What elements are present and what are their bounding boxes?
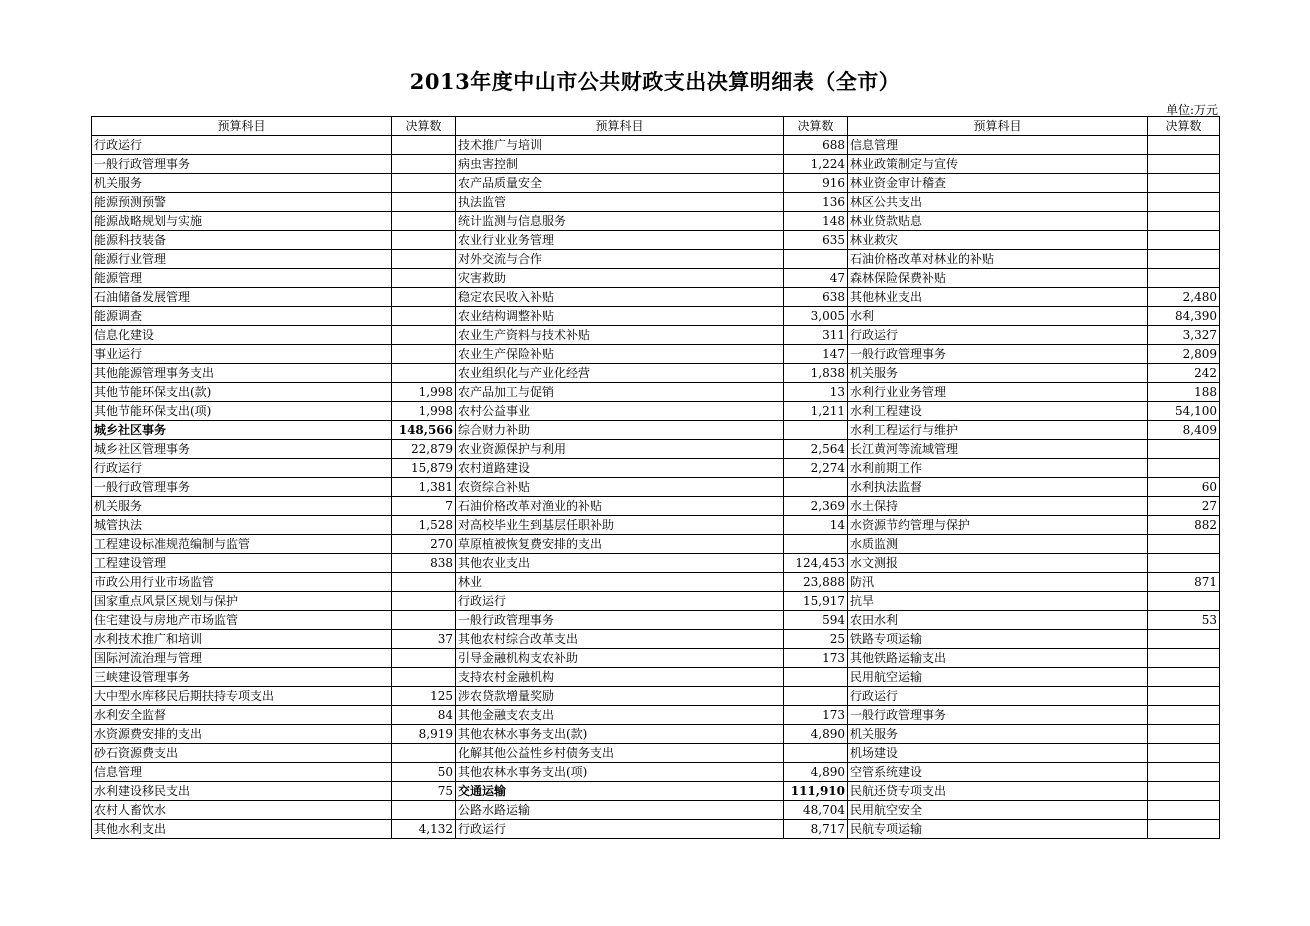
table-row [92,288,1220,307]
budget-item-name: 民用航空安全 [848,801,1148,820]
budget-item-amount [1148,630,1220,649]
budget-item-name: 工程建设标准规范编制与监管 [92,535,392,554]
budget-item-amount [1148,801,1220,820]
budget-item-name: 信息管理 [92,763,392,782]
table-row [92,193,1220,212]
budget-item-amount [392,193,456,212]
budget-item-name: 引导金融机构支农补助 [456,649,784,668]
budget-item-amount: 1,224 [784,155,848,174]
budget-item-amount: 871 [1148,573,1220,592]
budget-item-name: 能源预测预警 [92,193,392,212]
budget-item-name: 行政运行 [456,592,784,611]
budget-item-amount [1148,706,1220,725]
budget-item-amount: 84 [392,706,456,725]
budget-item-amount: 8,919 [392,725,456,744]
budget-item-amount: 60 [1148,478,1220,497]
budget-item-amount [392,288,456,307]
budget-item-amount: 136 [784,193,848,212]
budget-item-name: 公路水路运输 [456,801,784,820]
budget-item-name: 林业救灾 [848,231,1148,250]
budget-item-name: 水利 [848,307,1148,326]
budget-item-amount: 125 [392,687,456,706]
budget-item-name: 住宅建设与房地产市场监管 [92,611,392,630]
budget-item-name: 农村公益事业 [456,402,784,421]
table-row [92,155,1220,174]
budget-item-name: 水利行业业务管理 [848,383,1148,402]
budget-item-name: 涉农贷款增量奖励 [456,687,784,706]
budget-item-name: 抗旱 [848,592,1148,611]
budget-item-name: 水利建设移民支出 [92,782,392,801]
budget-item-amount [1148,174,1220,193]
budget-item-name: 行政运行 [92,136,392,155]
budget-item-amount: 882 [1148,516,1220,535]
table-row [92,345,1220,364]
budget-item-amount [1148,744,1220,763]
budget-item-name: 国际河流治理与管理 [92,649,392,668]
budget-item-amount [1148,687,1220,706]
budget-item-name: 水利执法监督 [848,478,1148,497]
budget-item-amount: 48,704 [784,801,848,820]
budget-item-name: 信息化建设 [92,326,392,345]
table-row [92,820,1220,839]
budget-item-amount [392,364,456,383]
budget-item-amount: 53 [1148,611,1220,630]
budget-item-name: 灾害救助 [456,269,784,288]
budget-item-amount: 147 [784,345,848,364]
table-row [92,535,1220,554]
budget-item-name: 其他金融支农支出 [456,706,784,725]
budget-item-amount: 3,005 [784,307,848,326]
budget-item-name: 大中型水库移民后期扶持专项支出 [92,687,392,706]
budget-item-amount [392,668,456,687]
budget-item-name: 其他节能环保支出(项) [92,402,392,421]
budget-item-name: 能源科技装备 [92,231,392,250]
budget-item-amount [392,174,456,193]
budget-item-amount [1148,592,1220,611]
budget-item-name: 民用航空运输 [848,668,1148,687]
budget-item-amount: 1,998 [392,383,456,402]
budget-item-name: 民航专项运输 [848,820,1148,839]
budget-item-amount: 148 [784,212,848,231]
budget-item-name: 其他农村综合改革支出 [456,630,784,649]
budget-item-name: 农村道路建设 [456,459,784,478]
budget-item-name: 水利工程建设 [848,402,1148,421]
table-row [92,649,1220,668]
budget-item-name: 一般行政管理事务 [92,155,392,174]
budget-item-amount [392,345,456,364]
budget-item-name: 林业 [456,573,784,592]
budget-item-name: 农业资源保护与利用 [456,440,784,459]
budget-item-amount: 54,100 [1148,402,1220,421]
budget-item-amount: 22,879 [392,440,456,459]
budget-item-name: 执法监管 [456,193,784,212]
budget-item-amount: 8,409 [1148,421,1220,440]
budget-item-name: 农业生产资料与技术补贴 [456,326,784,345]
budget-item-amount [392,250,456,269]
table-header-row [92,117,1220,136]
budget-item-amount: 635 [784,231,848,250]
budget-item-name: 水利工程运行与维护 [848,421,1148,440]
budget-item-name: 农产品加工与促销 [456,383,784,402]
budget-item-name: 城乡社区事务 [92,421,392,440]
table-row [92,136,1220,155]
budget-item-amount: 1,381 [392,478,456,497]
budget-item-name: 砂石资源费支出 [92,744,392,763]
budget-item-name: 一般行政管理事务 [848,345,1148,364]
table-row [92,250,1220,269]
budget-item-amount: 47 [784,269,848,288]
table-row [92,744,1220,763]
budget-item-amount [1148,459,1220,478]
budget-item-name: 事业运行 [92,345,392,364]
budget-item-amount: 27 [1148,497,1220,516]
budget-item-amount: 688 [784,136,848,155]
budget-item-name: 能源调查 [92,307,392,326]
budget-table [91,116,1220,839]
budget-item-name: 稳定农民收入补贴 [456,288,784,307]
table-row [92,212,1220,231]
table-row [92,706,1220,725]
table-row [92,421,1220,440]
budget-item-name: 石油价格改革对林业的补贴 [848,250,1148,269]
budget-item-amount [392,155,456,174]
budget-item-amount: 638 [784,288,848,307]
budget-item-name: 一般行政管理事务 [92,478,392,497]
budget-item-name: 民航还贷专项支出 [848,782,1148,801]
budget-item-amount: 1,528 [392,516,456,535]
table-row [92,307,1220,326]
budget-item-amount: 1,211 [784,402,848,421]
budget-item-name: 信息管理 [848,136,1148,155]
budget-item-name: 铁路专项运输 [848,630,1148,649]
table-row [92,478,1220,497]
budget-item-name: 城乡社区管理事务 [92,440,392,459]
budget-item-name: 农业行业业务管理 [456,231,784,250]
header-amount-2: 决算数 [784,117,848,136]
budget-item-name: 行政运行 [848,326,1148,345]
budget-item-amount: 1,998 [392,402,456,421]
budget-item-amount: 75 [392,782,456,801]
budget-item-name: 支持农村金融机构 [456,668,784,687]
budget-item-amount: 124,453 [784,554,848,573]
budget-item-amount [392,212,456,231]
budget-item-name: 水质监测 [848,535,1148,554]
table-row [92,383,1220,402]
budget-item-amount [1148,820,1220,839]
budget-item-amount [392,307,456,326]
budget-item-name: 水资源费安排的支出 [92,725,392,744]
budget-item-amount [392,592,456,611]
budget-item-name: 草原植被恢复费安排的支出 [456,535,784,554]
budget-item-amount [1148,212,1220,231]
budget-item-name: 农田水利 [848,611,1148,630]
table-row [92,611,1220,630]
budget-item-name: 水利技术推广和培训 [92,630,392,649]
budget-item-amount [1148,269,1220,288]
budget-item-name: 水文测报 [848,554,1148,573]
header-amount-1: 决算数 [392,117,456,136]
table-body [92,136,1220,839]
table-row [92,174,1220,193]
budget-item-name: 水资源节约管理与保护 [848,516,1148,535]
budget-item-amount: 242 [1148,364,1220,383]
budget-item-name: 水利安全监督 [92,706,392,725]
budget-item-amount: 594 [784,611,848,630]
budget-item-amount [392,649,456,668]
budget-item-amount: 14 [784,516,848,535]
budget-item-name: 机关服务 [92,174,392,193]
budget-item-amount: 838 [392,554,456,573]
budget-item-name: 一般行政管理事务 [848,706,1148,725]
table-row [92,269,1220,288]
header-amount-3: 决算数 [1148,117,1220,136]
budget-item-name: 对外交流与合作 [456,250,784,269]
table-row [92,592,1220,611]
table-row [92,687,1220,706]
budget-item-amount: 23,888 [784,573,848,592]
budget-item-amount [1148,782,1220,801]
budget-item-amount [1148,193,1220,212]
budget-item-amount: 148,566 [392,421,456,440]
budget-item-amount [784,478,848,497]
table-row [92,497,1220,516]
budget-item-name: 化解其他公益性乡村债务支出 [456,744,784,763]
budget-item-amount [392,136,456,155]
budget-item-amount [1148,554,1220,573]
budget-item-name: 其他农业支出 [456,554,784,573]
budget-item-amount: 4,132 [392,820,456,839]
budget-item-amount [392,801,456,820]
budget-item-amount [392,231,456,250]
budget-item-name: 水利前期工作 [848,459,1148,478]
budget-item-amount: 25 [784,630,848,649]
budget-item-amount [1148,136,1220,155]
budget-item-name: 机关服务 [848,725,1148,744]
budget-item-name: 农业生产保险补贴 [456,345,784,364]
budget-item-amount: 111,910 [784,782,848,801]
budget-item-amount [784,668,848,687]
budget-item-name: 石油储备发展管理 [92,288,392,307]
budget-item-amount [1148,231,1220,250]
budget-item-name: 农业结构调整补贴 [456,307,784,326]
budget-item-name: 林业政策制定与宣传 [848,155,1148,174]
budget-item-name: 农产品质量安全 [456,174,784,193]
table-row [92,725,1220,744]
budget-item-amount [1148,668,1220,687]
table-row [92,554,1220,573]
header-item-1: 预算科目 [92,117,392,136]
budget-item-name: 病虫害控制 [456,155,784,174]
budget-item-name: 空管系统建设 [848,763,1148,782]
budget-item-name: 交通运输 [456,782,784,801]
table-row [92,630,1220,649]
budget-item-name: 对高校毕业生到基层任职补助 [456,516,784,535]
budget-item-amount: 311 [784,326,848,345]
budget-item-name: 市政公用行业市场监管 [92,573,392,592]
table-row [92,668,1220,687]
budget-item-amount: 3,327 [1148,326,1220,345]
budget-item-amount: 173 [784,649,848,668]
table-row [92,402,1220,421]
table-row [92,326,1220,345]
budget-item-amount [392,611,456,630]
budget-item-name: 技术推广与培训 [456,136,784,155]
budget-item-name: 林业贷款贴息 [848,212,1148,231]
budget-item-name: 林区公共支出 [848,193,1148,212]
header-item-2: 预算科目 [456,117,784,136]
budget-item-amount: 1,838 [784,364,848,383]
budget-item-amount [784,535,848,554]
budget-item-name: 城管执法 [92,516,392,535]
budget-item-amount: 2,369 [784,497,848,516]
table-row [92,763,1220,782]
table-row [92,364,1220,383]
budget-item-name: 一般行政管理事务 [456,611,784,630]
budget-item-amount: 2,480 [1148,288,1220,307]
budget-item-amount [1148,649,1220,668]
budget-item-amount: 13 [784,383,848,402]
budget-item-name: 其他水利支出 [92,820,392,839]
budget-item-amount [1148,725,1220,744]
budget-item-name: 机场建设 [848,744,1148,763]
budget-item-name: 其他农林水事务支出(项) [456,763,784,782]
budget-item-name: 农业组织化与产业化经营 [456,364,784,383]
budget-item-name: 行政运行 [456,820,784,839]
budget-item-amount [784,744,848,763]
table-row [92,459,1220,478]
budget-item-amount [1148,250,1220,269]
budget-item-name: 石油价格改革对渔业的补贴 [456,497,784,516]
budget-item-amount: 173 [784,706,848,725]
budget-item-amount [784,250,848,269]
budget-item-amount: 2,274 [784,459,848,478]
budget-item-name: 林业资金审计稽查 [848,174,1148,193]
budget-item-name: 机关服务 [92,497,392,516]
budget-item-amount: 270 [392,535,456,554]
budget-item-amount [392,269,456,288]
budget-item-name: 其他能源管理事务支出 [92,364,392,383]
table-row [92,573,1220,592]
budget-item-amount: 2,809 [1148,345,1220,364]
budget-item-amount: 916 [784,174,848,193]
budget-item-name: 能源行业管理 [92,250,392,269]
budget-item-amount: 84,390 [1148,307,1220,326]
table-row [92,782,1220,801]
budget-item-amount: 15,879 [392,459,456,478]
budget-item-amount [392,326,456,345]
budget-item-name: 国家重点风景区规划与保护 [92,592,392,611]
budget-item-amount [1148,763,1220,782]
budget-item-amount [1148,155,1220,174]
budget-item-name: 水土保持 [848,497,1148,516]
budget-item-amount: 15,917 [784,592,848,611]
budget-item-amount: 7 [392,497,456,516]
budget-item-name: 能源管理 [92,269,392,288]
budget-item-name: 行政运行 [848,687,1148,706]
budget-item-amount: 50 [392,763,456,782]
budget-item-amount: 37 [392,630,456,649]
unit-label: 单位:万元 [1165,103,1218,117]
page-title: 2013年度中山市公共财政支出决算明细表（全市） [409,69,901,94]
table-row [92,231,1220,250]
budget-item-name: 其他节能环保支出(款) [92,383,392,402]
header-item-3: 预算科目 [848,117,1148,136]
budget-item-name: 三峡建设管理事务 [92,668,392,687]
budget-item-amount [392,573,456,592]
budget-item-amount: 2,564 [784,440,848,459]
budget-item-name: 工程建设管理 [92,554,392,573]
budget-item-name: 机关服务 [848,364,1148,383]
budget-item-amount [1148,440,1220,459]
table-row [92,801,1220,820]
budget-item-name: 其他铁路运输支出 [848,649,1148,668]
budget-item-name: 能源战略规划与实施 [92,212,392,231]
budget-item-name: 统计监测与信息服务 [456,212,784,231]
budget-item-amount: 188 [1148,383,1220,402]
budget-item-name: 其他农林水事务支出(款) [456,725,784,744]
budget-item-amount: 4,890 [784,763,848,782]
table-row [92,440,1220,459]
budget-item-amount: 4,890 [784,725,848,744]
budget-item-name: 防汛 [848,573,1148,592]
budget-item-name: 行政运行 [92,459,392,478]
budget-item-name: 综合财力补助 [456,421,784,440]
budget-item-name: 农资综合补贴 [456,478,784,497]
budget-item-name: 其他林业支出 [848,288,1148,307]
budget-item-amount: 8,717 [784,820,848,839]
budget-item-name: 长江黄河等流域管理 [848,440,1148,459]
budget-item-name: 农村人畜饮水 [92,801,392,820]
budget-item-amount [784,421,848,440]
budget-item-amount [784,687,848,706]
budget-item-amount [392,744,456,763]
budget-item-name: 森林保险保费补贴 [848,269,1148,288]
budget-item-amount [1148,535,1220,554]
table-row [92,516,1220,535]
